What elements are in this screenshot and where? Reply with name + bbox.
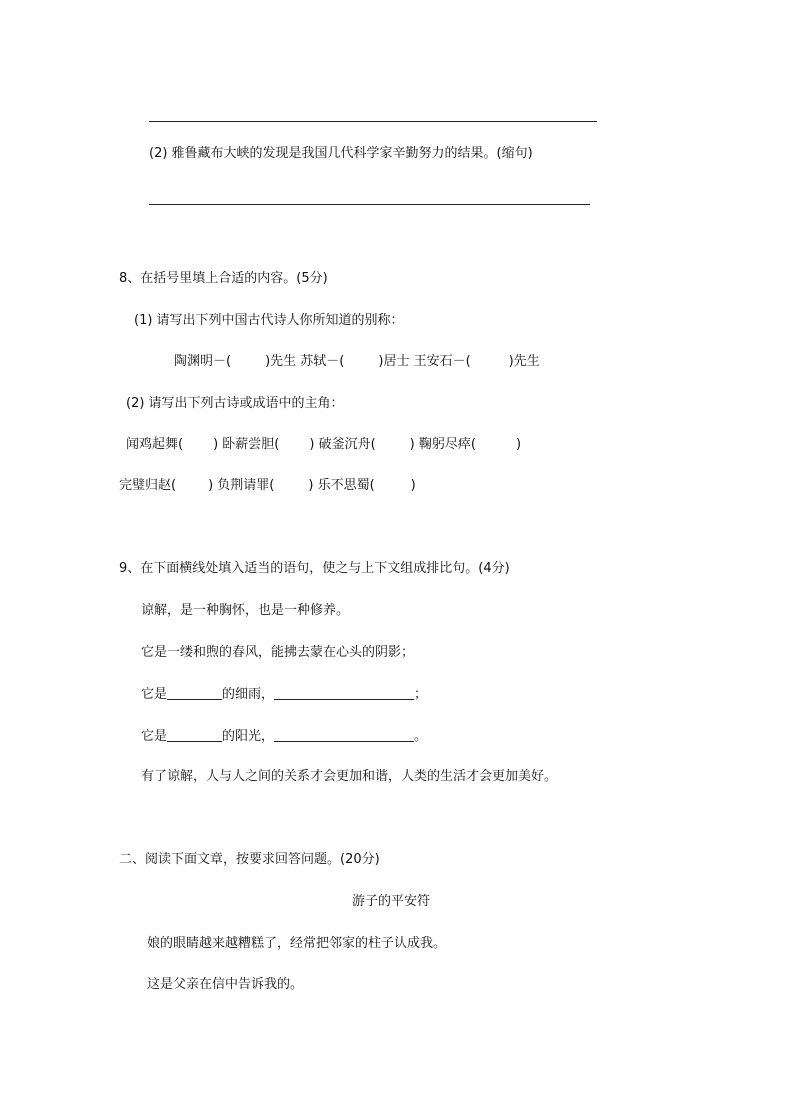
poet-tao-yuanming: 陶渊明－(: [174, 354, 232, 369]
q8-title: 8、在括号里填上合适的内容。(5分): [119, 271, 328, 286]
q9-line3: 它是 的细雨， ；: [141, 687, 428, 702]
q9-line4: 它是 的阳光， 。: [141, 729, 428, 744]
q9-line5: 有了谅解，人与人之间的关系才会更加和谐，人类的生活才会更加美好。: [141, 769, 558, 784]
fill-blank-short[interactable]: [167, 686, 222, 700]
article-title: 游子的平安符: [352, 894, 431, 909]
idiom-row-2: 完璧归赵( ) 负荆请罪( ) 乐不思蜀( ): [119, 478, 416, 493]
fill-blank-short[interactable]: [167, 728, 222, 742]
poet-row: 陶渊明－( )先生 苏轼－( )居士 王安石－( )先生: [174, 354, 540, 369]
q7-sub2-text: (2) 雅鲁藏布大峡的发现是我国几代科学家辛勤努力的结果。(缩句): [149, 146, 533, 161]
answer-line[interactable]: [149, 204, 590, 205]
q8-sub2: (2) 请写出下列古诗或成语中的主角：: [126, 396, 344, 411]
q9-line2: 它是一缕和煦的春风，能拂去蒙在心头的阴影；: [141, 645, 415, 660]
fill-blank-long[interactable]: [274, 728, 414, 742]
poet-su-shi: 苏轼－(: [300, 354, 345, 369]
section2-title: 二、阅读下面文章，按要求回答问题。(20分): [119, 852, 380, 867]
answer-line[interactable]: [149, 121, 597, 122]
idiom-row-1: 闻鸡起舞( ) 卧薪尝胆( ) 破釜沉舟( ) 鞠躬尽瘁( ): [126, 437, 522, 452]
q8-sub1: (1) 请写出下列中国古代诗人你所知道的别称：: [134, 313, 404, 328]
poet-wang-anshi: 王安石－(: [413, 354, 471, 369]
article-para-2: 这是父亲在信中告诉我的。: [147, 977, 304, 992]
q9-line1: 谅解，是一种胸怀，也是一种修养。: [141, 603, 350, 618]
article-para-1: 娘的眼睛越来越糟糕了，经常把邻家的柱子认成我。: [147, 936, 447, 951]
fill-blank-long[interactable]: [274, 686, 414, 700]
q9-title: 9、在下面横线处填入适当的语句，使之与上下文组成排比句。(4分): [119, 561, 510, 576]
